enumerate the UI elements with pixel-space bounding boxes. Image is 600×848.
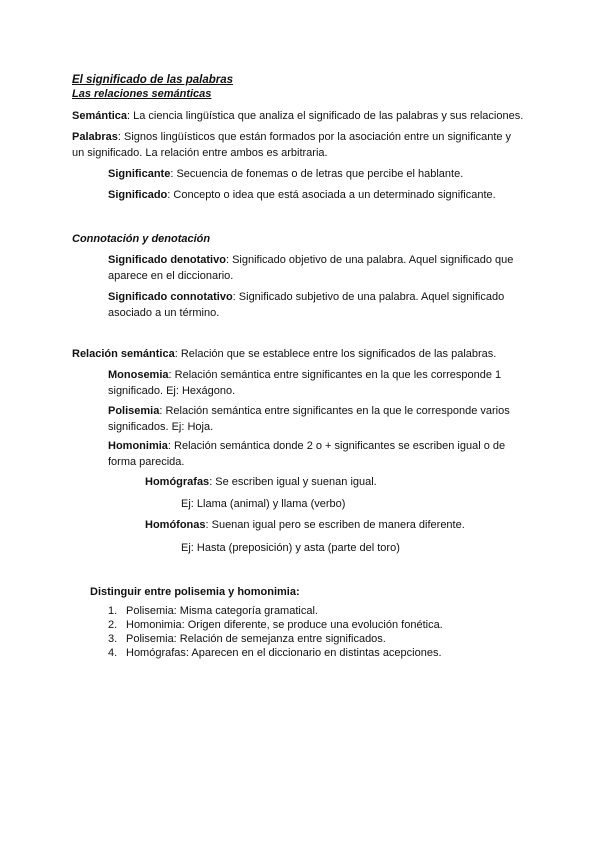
- definition-text-continued: asociado a un término.: [108, 307, 220, 319]
- document-subtitle: Las relaciones semánticas: [72, 88, 212, 100]
- list-number: 3.: [108, 633, 118, 645]
- list-item-text: Polisemia: Relación de semejanza entre significados.: [126, 633, 386, 645]
- definition-text-continued: aparece en el diccionario.: [108, 270, 234, 282]
- list-item: [108, 604, 443, 618]
- term-polisemia: Polisemia: [108, 405, 160, 417]
- definition-significado: [108, 187, 496, 203]
- definition-text: : Signos lingüísticos que están formados por la asociación entre un significante y: [117, 131, 512, 143]
- term-semantica: Semántica: [72, 110, 128, 122]
- definition-polisemia: [108, 403, 538, 435]
- list-item-text: Homonimia: Origen diferente, se produce una evolución fonética.: [126, 619, 443, 631]
- definition-homografas: [145, 474, 377, 490]
- term-relacion-semantica: Relación semántica: [72, 348, 175, 360]
- term-connotativo: Significado connotativo: [108, 291, 233, 303]
- list-number: 2.: [108, 619, 118, 631]
- definition-monosemia: [108, 367, 538, 399]
- definition-connotativo: [108, 289, 538, 321]
- definition-relacion-semantica: [72, 346, 496, 362]
- definition-text: : Relación que se establece entre los significados de las palabras.: [174, 348, 497, 360]
- definition-homonimia: [108, 438, 538, 470]
- list-item-text: Polisemia: Misma categoría gramatical.: [126, 605, 318, 617]
- list-item: [108, 618, 443, 632]
- definition-text-continued: forma parecida.: [108, 456, 185, 468]
- list-item: [108, 646, 443, 660]
- definition-homofonas: [145, 517, 465, 533]
- term-homografas: Homógrafas: [145, 476, 210, 488]
- term-homofonas: Homófonas: [145, 519, 206, 531]
- term-denotativo: Significado denotativo: [108, 254, 226, 266]
- definition-text: : Concepto o idea que está asociada a un determinado significante.: [167, 189, 496, 201]
- definition-text: : Suenan igual pero se escriben de manera diferente.: [205, 519, 465, 531]
- definition-text: : Se escriben igual y suenan igual.: [209, 476, 377, 488]
- definition-semantica: [72, 108, 523, 124]
- definition-text: : La ciencia lingüística que analiza el significado de las palabras y sus relaciones.: [127, 110, 524, 122]
- definition-text: : Significado objetivo de una palabra. Aquel significado que: [225, 254, 514, 266]
- definition-denotativo: [108, 252, 538, 284]
- list-number: 1.: [108, 605, 118, 617]
- section-heading-connotacion: Connotación y denotación: [72, 233, 211, 245]
- definition-text: : Relación semántica entre significantes en la que le corresponde varios: [159, 405, 510, 417]
- definition-text: : Relación semántica entre significantes en la que les corresponde 1: [168, 369, 502, 381]
- example-homofonas: Ej: Hasta (preposición) y asta (parte del toro): [181, 542, 400, 554]
- definition-text: : Relación semántica donde 2 o + significantes se escriben igual o de: [167, 440, 506, 452]
- definition-text-continued: significado. Ej: Hexágono.: [108, 385, 236, 397]
- list-number: 4.: [108, 647, 118, 659]
- document-title: El significado de las palabras: [72, 74, 234, 86]
- distinguir-list: [108, 604, 443, 660]
- definition-text: : Secuencia de fonemas o de letras que percibe el hablante.: [170, 168, 464, 180]
- definition-palabras: [72, 129, 532, 161]
- definition-text: : Significado subjetivo de una palabra. Aquel significado: [232, 291, 505, 303]
- term-palabras: Palabras: [72, 131, 118, 143]
- example-homografas: Ej: Llama (animal) y llama (verbo): [181, 498, 346, 510]
- definition-significante: [108, 166, 463, 182]
- term-significante: Significante: [108, 168, 171, 180]
- term-homonimia: Homonimia: [108, 440, 168, 452]
- distinguir-heading: Distinguir entre polisemia y homonimia:: [90, 586, 300, 598]
- list-item-text: Homógrafas: Aparecen en el diccionario en distintas acepciones.: [126, 647, 442, 659]
- definition-text-continued: un significado. La relación entre ambos es arbitraria.: [72, 147, 328, 159]
- term-monosemia: Monosemia: [108, 369, 169, 381]
- term-significado: Significado: [108, 189, 168, 201]
- list-item: [108, 632, 443, 646]
- definition-text-continued: significados. Ej: Hoja.: [108, 421, 214, 433]
